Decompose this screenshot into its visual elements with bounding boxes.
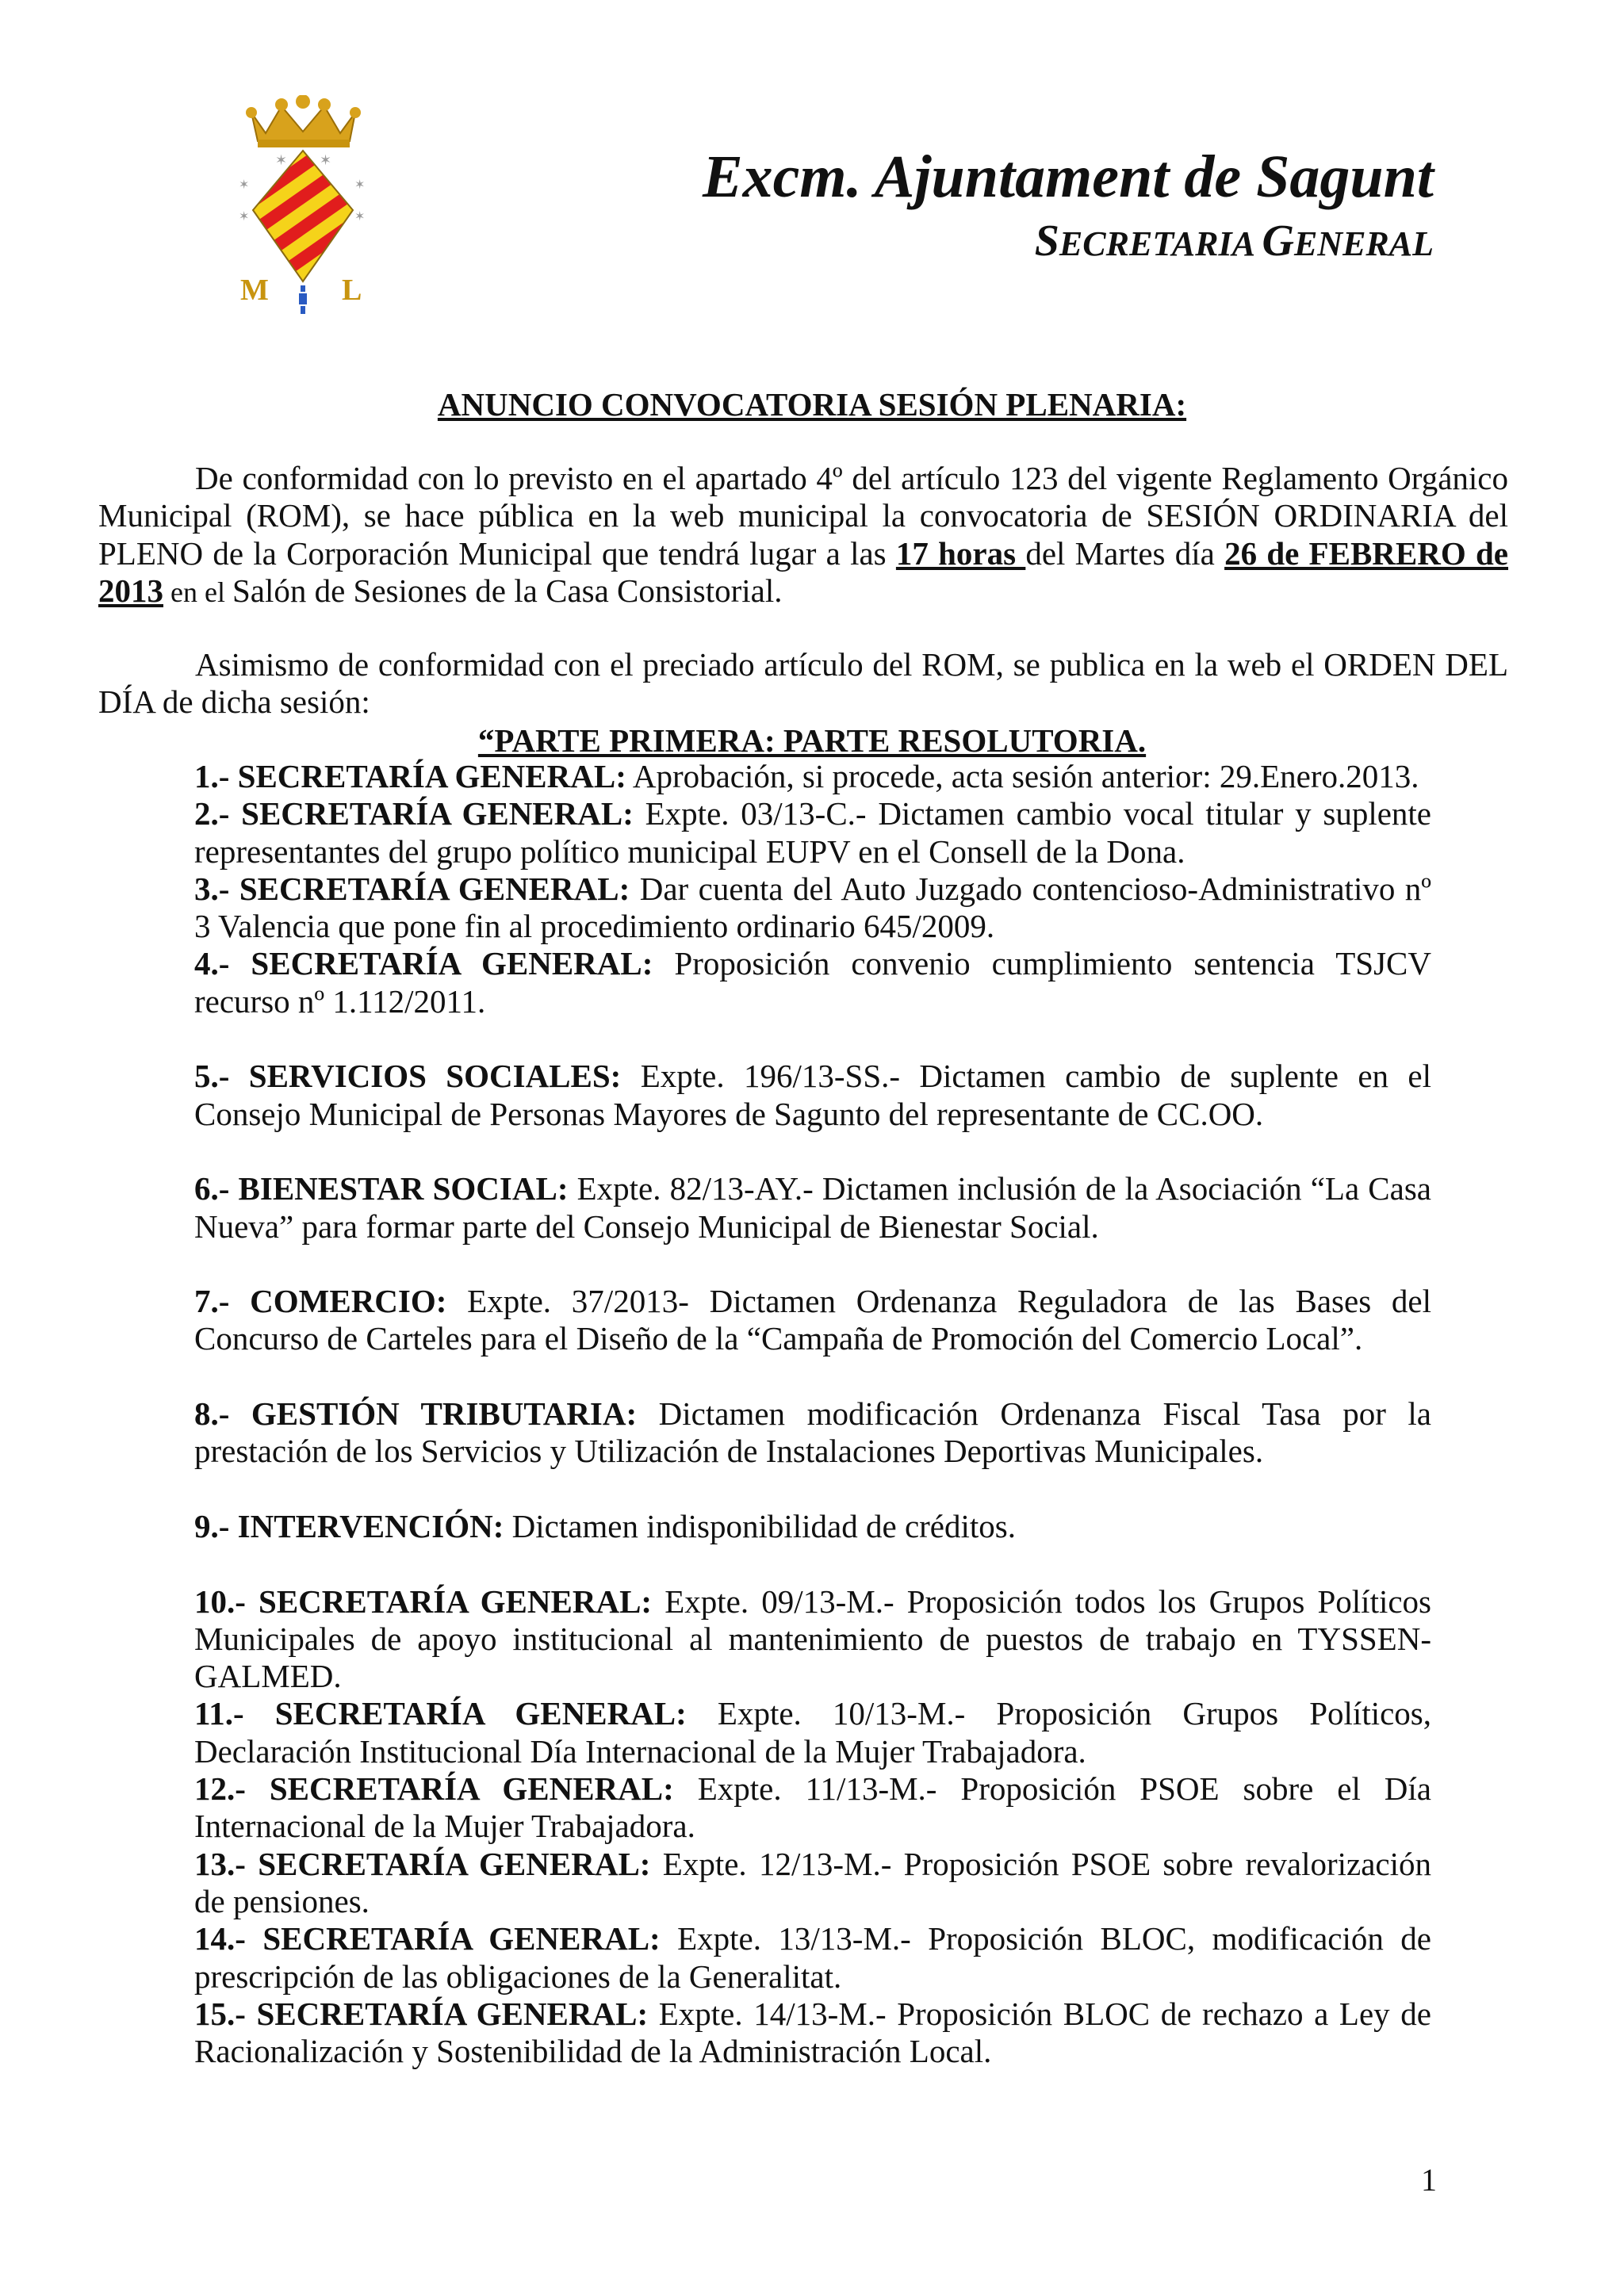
agenda-item: 14.- SECRETARÍA GENERAL: Expte. 13/13-M.- Proposición BLOC, modificación de prescripción de las obligaciones de la Generalitat. [194, 1920, 1431, 1995]
agenda-item: 2.- SECRETARÍA GENERAL: Expte. 03/13-C.- Dictamen cambio vocal titular y suplente representantes del grupo político municipal EUPV en el Consell de la Dona. [194, 795, 1431, 870]
page-number: 1 [1421, 2162, 1437, 2198]
agenda-item: 5.- SERVICIOS SOCIALES: Expte. 196/13-SS.- Dictamen cambio de suplente en el Consejo Municipal de Personas Mayores de Sagunto del representante de CC.OO. [194, 1058, 1431, 1132]
agenda-item: 12.- SECRETARÍA GENERAL: Expte. 11/13-M.- Proposición PSOE sobre el Día Internacional de la Mujer Trabajadora. [194, 1770, 1431, 1845]
session-hour: 17 horas [895, 534, 1026, 572]
agenda-item: 10.- SECRETARÍA GENERAL: Expte. 09/13-M.- Proposición todos los Grupos Políticos Municipales de apoyo institucional al mantenimiento de puestos de trabajo en TYSSEN-GALMED. [194, 1582, 1432, 1695]
svg-text:✶: ✶ [354, 177, 366, 192]
svg-text:✶: ✶ [354, 209, 366, 224]
session-date: 26 de FEBRERO de 2013 [98, 534, 1508, 609]
agenda-item: 7.- COMERCIO: Expte. 37/2013- Dictamen Ordenanza Reguladora de las Bases del Concurso de Carteles para el Diseño de la “Campaña de Promoción del Comercio Local”. [194, 1283, 1431, 1357]
agenda-item: 9.- INTERVENCIÓN: Dictamen indisponibilidad de créditos. [194, 1507, 1016, 1544]
svg-text:✶: ✶ [320, 152, 332, 169]
intro-paragraph: De conformidad con lo previsto en el apartado 4º del artículo 123 del vigente Reglamento Orgánico Municipal (ROM), se hace pública en la web municipal la convocatoria de SESIÓN ORDINARIA del PLENO de la Corporación Municipal que tendrá lugar a las 17 horas del Martes día 26 de FEBRERO de 2013 en el Salón de Sesiones de la Casa Consistorial. [98, 460, 1508, 609]
agenda-item: 3.- SECRETARÍA GENERAL: Dar cuenta del Auto Juzgado contencioso-Administrativo nº 3 Valencia que pone fin al procedimiento ordinario 645/2009. [194, 870, 1431, 945]
document-title: ANUNCIO CONVOCATORIA SESIÓN PLENARIA: [437, 386, 1187, 423]
agenda-item: 8.- GESTIÓN TRIBUTARIA: Dictamen modificación Ordenanza Fiscal Tasa por la prestación de los Servicios y Utilización de Instalaciones Deportivas Municipales. [194, 1395, 1431, 1470]
agenda-item: 4.- SECRETARÍA GENERAL: Proposición convenio cumplimiento sentencia TSJCV recurso nº 1.112/2011. [194, 945, 1431, 1020]
agenda-item: 6.- BIENESTAR SOCIAL: Expte. 82/13-AY.- Dictamen inclusión de la Asociación “La Casa Nueva” para formar parte del Consejo Municipal de Bienestar Social. [194, 1170, 1431, 1245]
department-name: SECRETARIA GENERAL [1034, 216, 1434, 266]
agenda-item: 13.- SECRETARÍA GENERAL: Expte. 12/13-M.- Proposición PSOE sobre revalorización de pensiones. [194, 1845, 1431, 1919]
municipal-crest-logo [234, 95, 373, 325]
crest-letter-right: L [342, 274, 362, 307]
agenda-item: 15.- SECRETARÍA GENERAL: Expte. 14/13-M.- Proposición BLOC de rechazo a Ley de Racionalización y Sostenibilidad de la Administración Local. [194, 1995, 1431, 2070]
svg-text:✶: ✶ [239, 209, 250, 224]
svg-text:✶: ✶ [239, 177, 250, 192]
part-heading: “PARTE PRIMERA: PARTE RESOLUTORIA. [477, 722, 1147, 759]
agenda-intro-paragraph: Asimismo de conformidad con el preciado artículo del ROM, se publica en la web el ORDEN DEL DÍA de dicha sesión: [98, 646, 1508, 721]
svg-text:✶: ✶ [275, 152, 288, 169]
crown-icon [246, 95, 361, 147]
organization-name: Excm. Ajuntament de Sagunt [702, 144, 1434, 210]
tassel-icon [299, 285, 307, 314]
agenda-item: 11.- SECRETARÍA GENERAL: Expte. 10/13-M.- Proposición Grupos Políticos, Declaración Institucional Día Internacional de la Mujer Trabajadora. [194, 1695, 1432, 1770]
agenda-list [194, 758, 1431, 2070]
agenda-item: 1.- SECRETARÍA GENERAL: Aprobación, si procede, acta sesión anterior: 29.Enero.2013. [194, 758, 1419, 794]
crest-letter-left: M [240, 274, 269, 307]
